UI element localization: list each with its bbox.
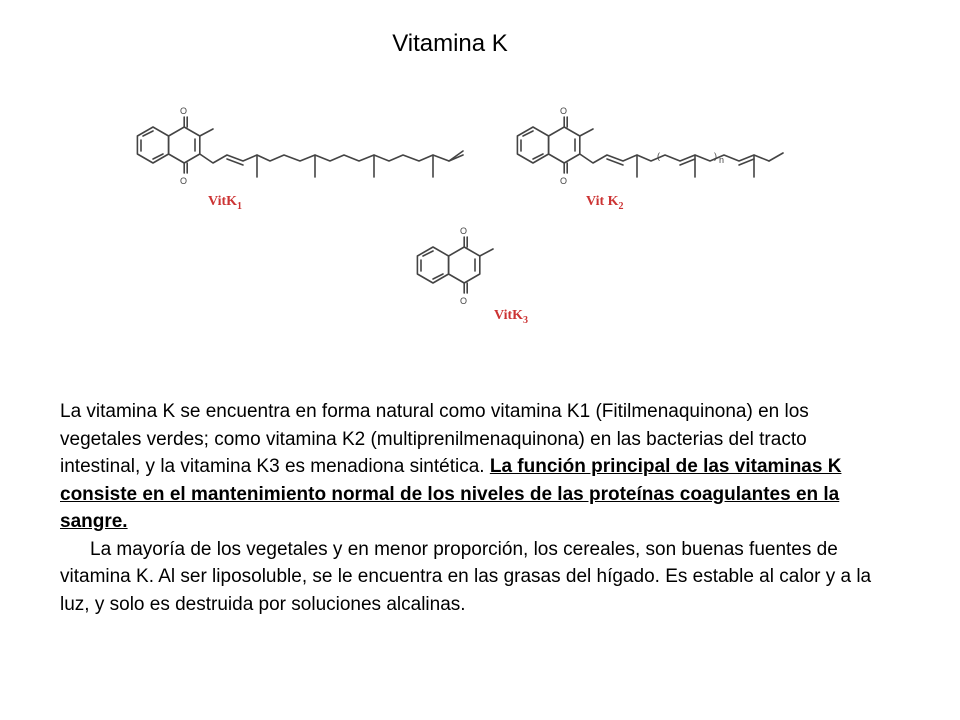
oxygen-atom-label: O [180, 176, 188, 186]
oxygen-atom-label: O [460, 226, 468, 236]
paragraph-2-text: La mayoría de los vegetales y en menor proporción, los cereales, son buenas fuentes de vitamina K. Al ser liposoluble, se le encuentra en las grasas del hígado. Es estable al calor y a la luz, y solo es destruida por soluciones alcalinas. [60, 538, 872, 615]
repeat-bracket-open: ( [657, 151, 660, 161]
oxygen-atom-label: O [180, 106, 188, 116]
oxygen-atom-label: O [460, 296, 468, 306]
vitamin-k3-structure [420, 220, 530, 310]
vitamin-k1-label: VitK$_1$ [208, 194, 243, 212]
vitamin-k2-label: Vit $K_2$ [586, 194, 624, 212]
oxygen-atom-label: O [560, 176, 568, 186]
vitamin-k2-structure [520, 100, 790, 200]
oxygen-atom-label: O [560, 106, 568, 116]
body-text [60, 398, 890, 618]
repeat-bracket-close: ) [714, 151, 717, 161]
vitamin-k3-label: VitK$_3$ [494, 308, 529, 326]
paragraph-1-text: La vitamina K se encuentra en forma natural como vitamina K1 (Fitilmenaquinona) en los vegetales verdes; como vitamina K2 (multiprenilmenaquinona) en las bacterias del tracto intestinal, y la vitamina K3 es menadiona sintética. [60, 401, 809, 477]
repeat-count-label: n [719, 155, 725, 165]
page-title: Vitamina K [392, 30, 508, 57]
paragraph-1-emphasis: La función principal de las vitaminas K consiste en el mantenimiento normal de los niveles de las proteínas coagulantes en la sangre. [60, 456, 842, 532]
vitamin-k1-structure [140, 100, 470, 200]
